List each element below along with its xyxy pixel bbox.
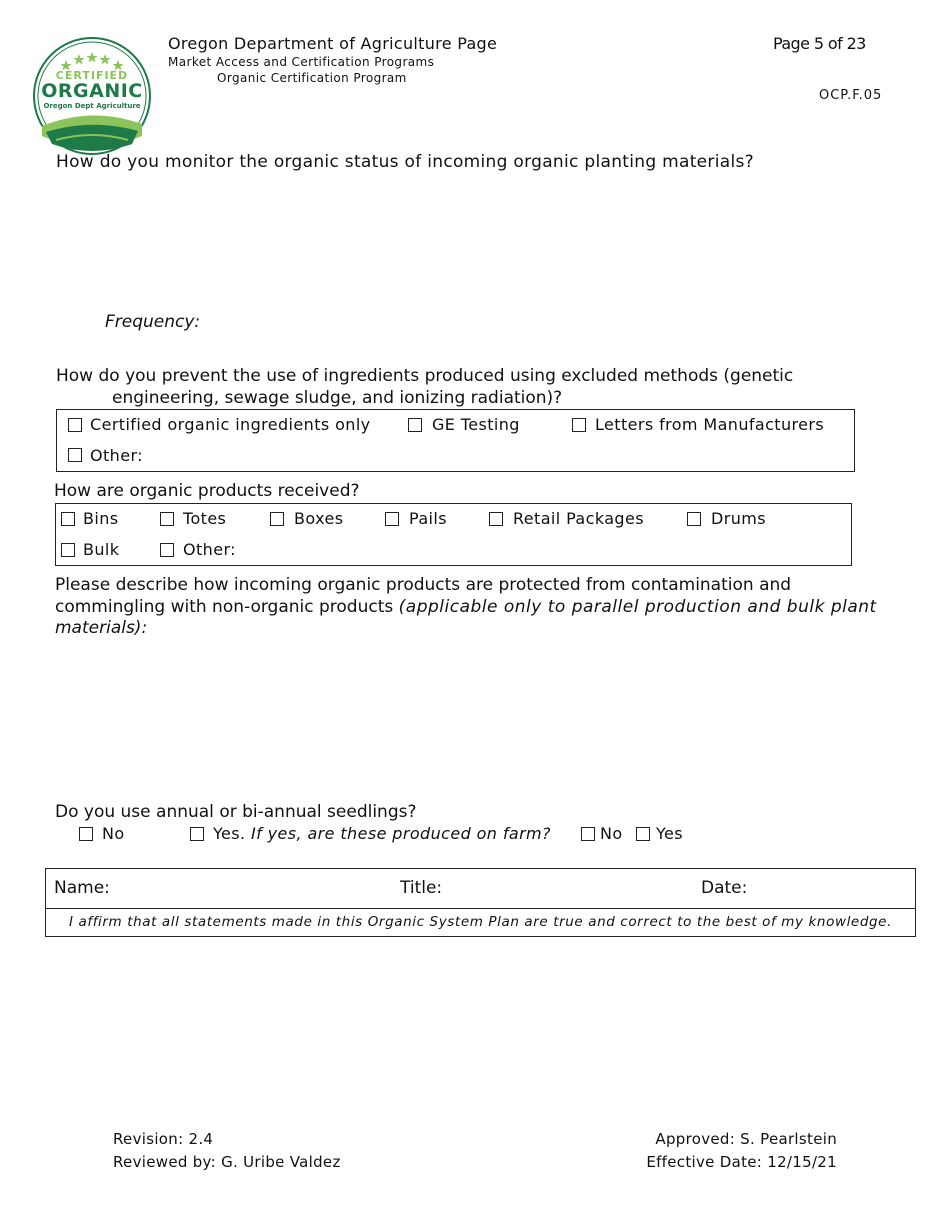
label-produced-on-farm: If yes, are these produced on farm? [251,824,551,843]
label-totes: Totes [183,509,227,528]
checkbox-retail-packages[interactable] [489,512,503,526]
footer-reviewed-by: Reviewed by: G. Uribe Valdez [113,1153,341,1171]
label-boxes: Boxes [294,509,344,528]
checkbox-letters-from-manufacturers[interactable] [572,418,586,432]
signature-table [45,868,916,937]
header-subtitle-programs: Market Access and Certification Programs [168,55,435,69]
checkbox-seedlings-yes[interactable] [190,827,204,841]
label-certified-organic-only: Certified organic ingredients only [90,415,371,434]
checkbox-certified-organic-only[interactable] [68,418,82,432]
q1-frequency-label: Frequency: [105,312,201,332]
checkbox-boxes[interactable] [270,512,284,526]
q2-excluded-methods-question-line2: engineering, sewage sludge, and ionizing radiation)? [112,388,563,408]
checkbox-ge-testing[interactable] [408,418,422,432]
label-seedlings-yes [213,824,551,843]
checkbox-q2-other[interactable] [68,448,82,462]
q3-options-box [55,503,852,566]
label-drums: Drums [711,509,766,528]
q4-contamination-question-line1: Please describe how incoming organic products are protected from contamination and [55,575,792,595]
logo-text-certified: CERTIFIED [55,69,129,82]
label-retail-packages: Retail Packages [513,509,644,528]
q2-options-box [56,409,855,472]
logo-text-organic: ORGANIC [41,80,143,102]
q4-contamination-question-line3: materials): [55,618,148,638]
checkbox-seedlings-no[interactable] [79,827,93,841]
footer-revision: Revision: 2.4 [113,1130,214,1148]
certified-organic-logo [32,36,152,156]
checkbox-drums[interactable] [687,512,701,526]
q4-line2-text: commingling with non-organic products [55,597,399,617]
name-label: Name: [54,878,110,898]
logo-text-dept: Oregon Dept Agriculture [43,102,141,110]
checkbox-pails[interactable] [385,512,399,526]
checkbox-bins[interactable] [61,512,75,526]
label-bulk: Bulk [83,540,120,559]
signature-divider [46,908,915,909]
title-label: Title: [400,878,443,898]
q5-seedlings-question: Do you use annual or bi-annual seedlings? [55,802,417,822]
footer-approved: Approved: S. Pearlstein [655,1130,837,1148]
footer-effective-date: Effective Date: 12/15/21 [646,1153,837,1171]
affirmation-statement: I affirm that all statements made in this Organic System Plan are true and correct to the best of my knowledge. [69,914,892,930]
date-label: Date: [701,878,748,898]
form-code: OCP.F.05 [819,88,883,103]
q2-excluded-methods-question-line1: How do you prevent the use of ingredients produced using excluded methods (genetic [56,366,794,386]
label-on-farm-no: No [600,824,623,843]
label-ge-testing: GE Testing [432,415,520,434]
label-seedlings-no: No [102,824,125,843]
label-letters-from-manufacturers: Letters from Manufacturers [595,415,825,434]
header-subtitle-certification: Organic Certification Program [217,71,407,85]
q4-line2-italic: (applicable only to parallel production and bulk plant [398,597,877,617]
checkbox-on-farm-no[interactable] [581,827,595,841]
label-bins: Bins [83,509,119,528]
label-pails: Pails [409,509,447,528]
checkbox-on-farm-yes[interactable] [636,827,650,841]
checkbox-q3-other[interactable] [160,543,174,557]
q3-received-question: How are organic products received? [54,481,360,501]
label-yes-text: Yes. [213,824,246,843]
label-on-farm-yes: Yes [656,824,684,843]
label-q3-other: Other: [183,540,236,559]
label-q2-other: Other: [90,446,143,465]
header-title: Oregon Department of Agriculture Page [168,34,498,53]
checkbox-bulk[interactable] [61,543,75,557]
page-number: Page 5 of 23 [773,34,866,53]
q1-monitor-question: How do you monitor the organic status of incoming organic planting materials? [56,152,754,172]
checkbox-totes[interactable] [160,512,174,526]
q4-contamination-question-line2 [55,597,877,617]
